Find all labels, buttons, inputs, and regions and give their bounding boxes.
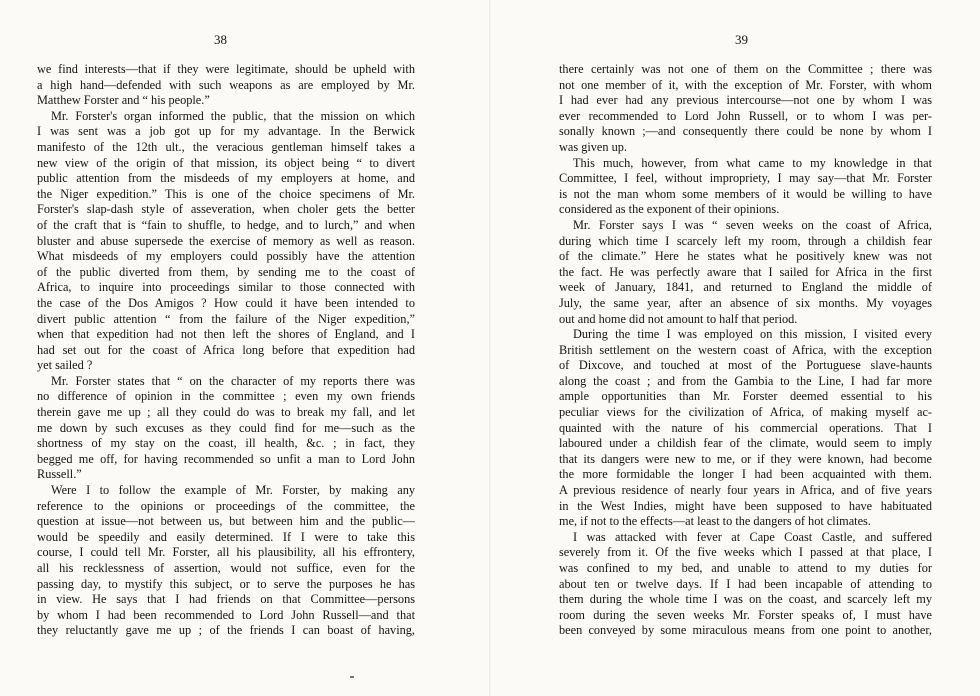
text-line: quainted with the nature of his commercial operations. That I xyxy=(559,420,932,435)
text-line: of the public diverted from them, by sending me to the coast of xyxy=(37,264,415,279)
text-line: a high hand—defended with such weapons as are employed by Mr. xyxy=(37,77,415,92)
text-line: the Niger expedition.” This is one of the choice specimens of Mr. xyxy=(37,186,415,201)
text-line: the more formidable the longer I had been acquainted with them. xyxy=(559,467,932,482)
text-line: Mr. Forster's organ informed the public, that the mission on which xyxy=(51,108,415,123)
text-line: Committee, I feel, without impropriety, I may say—that Mr. Forster xyxy=(559,171,932,186)
text-line: A previous residence of nearly four years in Africa, and of five years xyxy=(559,483,932,498)
text-line: During the time I was employed on this mission, I visited every xyxy=(573,327,932,342)
text-line: yet sailed ? xyxy=(37,358,93,373)
text-line: shortness of my stay on the coast, ill health, &c. ; in fact, they xyxy=(37,436,415,451)
text-line: Mr. Forster says I was “ seven weeks on the coast of Africa, xyxy=(573,217,932,232)
text-line: Mr. Forster states that “ on the character of my reports there was xyxy=(51,373,415,388)
text-line: reference to the opinions or proceedings of the committee, the xyxy=(37,498,415,513)
text-line: considered as the exponent of their opinions. xyxy=(559,202,780,217)
text-line: room during the seven weeks Mr. Forster speaks of, I must have xyxy=(559,607,932,622)
text-line: there certainly was not one of them on the Committee ; there was xyxy=(559,62,932,76)
text-line: me down by such excuses as they could find for me—such as the xyxy=(37,420,415,435)
text-line: was given up. xyxy=(559,139,627,154)
text-line: them during the whole time I was on the coast, and scarcely left my xyxy=(559,592,932,607)
text-line: of the craft that is “fain to shuffle, to hedge, and to lurch,” and when xyxy=(37,217,415,232)
text-line: Forster's slap-dash style of asseveration, when choler gets the better xyxy=(37,202,415,217)
text-line: all his recklessness of assertion, would not suffice, even for the xyxy=(37,561,415,575)
text-line: they reluctantly gave me up ; of the friends I can boast of having, xyxy=(37,623,415,638)
text-line: along the coast ; and from the Gambia to the Line, I had far more xyxy=(559,373,932,388)
text-line: by whom I had been recommended to Lord John Russell—and that xyxy=(37,607,415,622)
page-text xyxy=(559,62,932,639)
text-line: severely from it. Of the five weeks which I passed at that place, I xyxy=(559,545,932,560)
text-line: Africa, to inquire into proceedings similar to those connected with xyxy=(37,280,415,295)
page-text xyxy=(37,62,415,639)
text-line: that its dangers were new to me, or if they were known, had become xyxy=(559,451,932,466)
text-line: begged me off, for having recommended so unfit a man to Lord John xyxy=(37,451,415,466)
text-line: ample opportunities than Mr. Forster deemed essential to his xyxy=(559,389,932,404)
text-line: of the climate.” Here he states what he positively knew was not xyxy=(559,249,932,264)
text-line: we find interests—that if they were legitimate, should be upheld with xyxy=(37,62,415,76)
text-line: the fact. He was perfectly aware that I sailed for Africa in the first xyxy=(559,264,932,279)
ink-mark xyxy=(350,676,354,678)
text-line: had set out for the coast of Africa long before that expedition had xyxy=(37,342,415,357)
text-line: during which time I scarcely left my room, through a childish fear xyxy=(559,233,932,248)
text-line: July, the same year, after an absence of six months. My voyages xyxy=(559,295,932,310)
text-line: when that expedition had not then left the shores of England, and I xyxy=(37,327,415,342)
text-line: peculiar views for the civilization of Africa, of making myself ac- xyxy=(559,405,932,420)
text-line: I was sent was a job got up for my advantage. In the Berwick xyxy=(37,124,415,139)
text-line: course, I could tell Mr. Forster, all his plausibility, all his effrontery, xyxy=(37,545,415,560)
page-number: 38 xyxy=(214,32,227,47)
text-line: out and home did not amount to half that period. xyxy=(559,311,798,326)
text-line: week of January, 1841, and returned to England the middle of xyxy=(559,280,932,295)
text-line: been conveyed by some miraculous means from one point to another, xyxy=(559,623,932,638)
text-line: the case of the Dos Amigos ? How could it have been intended to xyxy=(37,295,415,310)
text-line: This much, however, from what came to my knowledge in that xyxy=(573,155,932,170)
text-line: would be speedily and easily determined. If I were to take this xyxy=(37,529,415,544)
text-line: Were I to follow the example of Mr. Forster, by making any xyxy=(51,483,415,498)
text-line: I had ever had any previous intercourse—not one by whom I was xyxy=(559,93,932,108)
text-line: no difference of opinion in the committee ; even my own friends xyxy=(37,389,415,404)
text-line: I was attacked with fever at Cape Coast Castle, and suffered xyxy=(573,529,932,544)
right-page xyxy=(490,0,980,696)
text-line: manifesto of the 12th ult., the veracious gentleman himself takes a xyxy=(37,139,415,154)
text-line: ever recommended to Lord John Russell, or to whom I was per- xyxy=(559,108,932,123)
text-line: not one member of it, with the exception of Mr. Forster, with whom xyxy=(559,77,932,92)
text-line: question at issue—not between us, but between him and the public— xyxy=(37,514,415,529)
text-line: public attention from the misdeeds of my employers at home, and xyxy=(37,171,415,186)
text-line: me, if not to the effects—at least to the dangers of hot climates. xyxy=(559,514,871,529)
page-number: 39 xyxy=(735,32,748,47)
text-line: new view of the origin of that mission, its object being “ to divert xyxy=(37,155,415,170)
text-line: of Dixcove, and touched at most of the Portuguese slave-haunts xyxy=(559,358,932,373)
text-line: in the West Indies, might have been supposed to have habituated xyxy=(559,498,932,513)
text-line: was confined to my bed, and unable to attend to my duties for xyxy=(559,561,932,575)
text-line: What misdeeds of my employers could possibly have the attention xyxy=(37,249,415,264)
text-line: British settlement on the western coast of Africa, with the exception xyxy=(559,342,932,357)
text-line: bluster and abuse supersede the exercise of memory as well as reason. xyxy=(37,233,415,248)
text-line: passing day, to mystify this subject, or to serve the purposes he has xyxy=(37,576,415,591)
text-line: in view. He says that I had friends on that Committee—persons xyxy=(37,592,415,607)
text-line: is not the man whom some members of it would be willing to have xyxy=(559,186,932,201)
text-line: divert public attention “ from the failure of the Niger expedition,” xyxy=(37,311,415,326)
text-line: therein gave me up ; all they could do was to break my fall, and let xyxy=(37,405,415,420)
text-line: about ten or twelve days. If I had been incapable of attending to xyxy=(559,576,932,591)
text-line: sonally known ;—and consequently there could be none by whom I xyxy=(559,124,932,139)
text-line: Matthew Forster and “ his people.” xyxy=(37,93,210,108)
text-line: laboured under a childish fear of the climate, would seem to imply xyxy=(559,436,932,451)
text-line: Russell.” xyxy=(37,467,82,482)
